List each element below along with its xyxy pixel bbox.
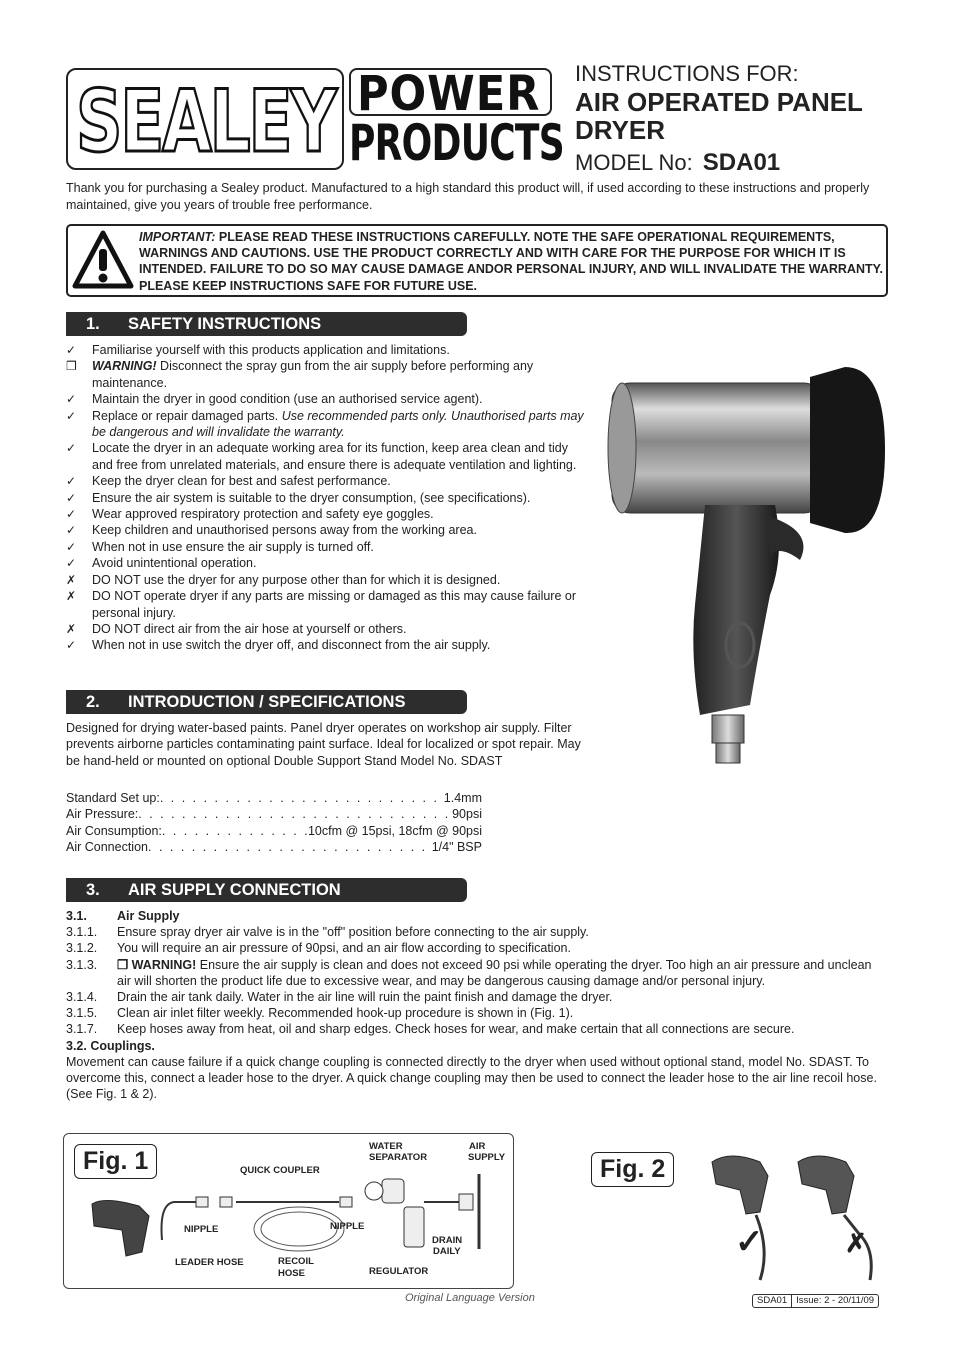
air-supply-item: 3.1.4. Drain the air tank daily. Water in the air line will ruin the paint finish and damage the dryer. bbox=[66, 990, 613, 1005]
label-air: AIR bbox=[469, 1141, 486, 1152]
spec-row: Standard Set up: . . . 1.4mm bbox=[66, 790, 482, 806]
bullet-mark: ✓ bbox=[66, 490, 77, 505]
warning-triangle-icon bbox=[72, 229, 134, 291]
label-daily: DAILY bbox=[433, 1246, 461, 1257]
safety-item: ✓ Avoid unintentional operation. bbox=[66, 556, 257, 571]
label-quick-coupler: QUICK COUPLER bbox=[240, 1165, 320, 1176]
panel-dryer-photo bbox=[600, 355, 890, 765]
label-nipple-2: NIPPLE bbox=[330, 1221, 365, 1232]
bullet-mark: ✓ bbox=[66, 556, 77, 571]
original-language-note: Original Language Version bbox=[405, 1292, 535, 1304]
label-water: WATER bbox=[369, 1141, 403, 1152]
label-hose: HOSE bbox=[278, 1268, 305, 1279]
spec-row: Air Connection . . . 1/4" BSP bbox=[66, 839, 482, 855]
sealey-logo: SEALEY bbox=[66, 68, 344, 170]
label-leader-hose: LEADER HOSE bbox=[175, 1257, 244, 1268]
label-recoil: RECOIL bbox=[278, 1256, 314, 1267]
spec-table bbox=[66, 790, 482, 856]
important-box bbox=[66, 224, 888, 297]
bullet-mark: ✓ bbox=[66, 441, 77, 456]
product-title-line1: AIR OPERATED PANEL bbox=[575, 87, 863, 117]
important-body: PLEASE READ THESE INSTRUCTIONS CAREFULLY. NOTE THE SAFE OPERATIONAL REQUIREMENTS, WARNINGS AND CAUTIONS. USE THE PRODUCT CORRECTLY AND WITH CARE FOR THE PURPOSE FOR WHICH IT IS INTENDED. FAILURE TO DO SO MAY CAUSE DAMAGE ANDOR PERSONAL INJURY, AND WILL INVALIDATE THE WARRANTY. PLEASE KEEP INSTRUCTIONS SAFE FOR FUTURE USE. bbox=[139, 230, 884, 293]
label-supply: SUPPLY bbox=[468, 1152, 506, 1163]
air-supply-items bbox=[66, 924, 886, 1037]
safety-item: ✓ Familiarise yourself with this products application and limitations. bbox=[66, 343, 450, 357]
footer-issue: Issue: 2 - 20/11/09 bbox=[791, 1295, 878, 1307]
label-separator: SEPARATOR bbox=[369, 1152, 428, 1163]
fig1-label: Fig. 1 bbox=[74, 1144, 157, 1179]
fig2-coupling-illustration bbox=[700, 1140, 900, 1290]
issue-box bbox=[752, 1294, 879, 1308]
bullet-mark: ✓ bbox=[66, 474, 77, 489]
bullet-mark: ✓ bbox=[66, 408, 77, 423]
safety-item: ✓ Ensure the air system is suitable to the dryer consumption, (see specifications). bbox=[66, 490, 531, 505]
important-text bbox=[139, 229, 884, 294]
safety-item: ✗ DO NOT operate dryer if any parts are missing or damaged as this may cause failure or personal injury. bbox=[66, 589, 577, 620]
safety-item: ✓ Locate the dryer in an adequate working area for its function, keep area clean and tidy and free from unrelated materials, and ensure there is adequate ventilation and lighting. bbox=[66, 441, 577, 472]
label-regulator: REGULATOR bbox=[369, 1266, 429, 1277]
footer-model: SDA01 bbox=[757, 1295, 788, 1306]
air-supply-item: 3.1.2. You will require an air pressure of 90psi, and an air flow according to specification. bbox=[66, 941, 571, 956]
safety-item: ✓ When not in use ensure the air supply is turned off. bbox=[66, 539, 374, 554]
product-title-line2: DRYER bbox=[575, 115, 666, 145]
bullet-mark: ✗ bbox=[66, 572, 77, 587]
safety-list bbox=[66, 342, 586, 654]
ok-mark: ✓ bbox=[735, 1223, 764, 1261]
bullet-mark: ✓ bbox=[66, 507, 77, 522]
sub-heading-couplings: 3.2. Couplings. bbox=[66, 1038, 155, 1053]
bullet-mark: ✓ bbox=[66, 343, 77, 357]
model-number: SDA01 bbox=[702, 149, 781, 176]
power-logo: POWER bbox=[349, 68, 552, 116]
title-block bbox=[575, 60, 905, 180]
air-supply-text bbox=[66, 908, 886, 1102]
safety-item: ✓ Maintain the dryer in good condition (use an authorised service agent). bbox=[66, 392, 483, 407]
bullet-mark: ✓ bbox=[66, 392, 77, 407]
label-nipple-1: NIPPLE bbox=[184, 1224, 219, 1235]
safety-item: ✗ DO NOT use the dryer for any purpose other than for which it is designed. bbox=[66, 572, 501, 587]
safety-item: ✓ Keep children and unauthorised persons away from the working area. bbox=[66, 523, 477, 538]
couplings-text: Movement can cause failure if a quick change coupling is connected directly to the dryer when used without optional stand, model No. SDAST. To overcome this, connect a leader hose to the dryer. A quick change coupling may then be used to connect the leader hose to the air line recoil hose. (See Fig. 1 & 2). bbox=[66, 1054, 877, 1102]
air-supply-item: 3.1.1. Ensure spray dryer air valve is in the "off" position before connecting to the air supply. bbox=[66, 925, 589, 940]
safety-item: ✓ When not in use switch the dryer off, and disconnect from the air supply. bbox=[66, 638, 491, 653]
safety-item: ❒ WARNING! Disconnect the spray gun from the air supply before performing any maintenance. bbox=[66, 359, 534, 390]
instructions-for: INSTRUCTIONS FOR: bbox=[575, 61, 799, 86]
bad-mark: ✗ bbox=[845, 1228, 867, 1258]
safety-item: ✗ DO NOT direct air from the air hose at yourself or others. bbox=[66, 621, 407, 636]
fig2-label: Fig. 2 bbox=[591, 1152, 674, 1187]
products-logo: PRODUCTS bbox=[349, 114, 564, 172]
model-label: MODEL No: bbox=[575, 150, 693, 175]
section-3-header: 3. AIR SUPPLY CONNECTION bbox=[66, 878, 467, 902]
spec-row: Air Pressure: . . . 90psi bbox=[66, 806, 482, 822]
air-supply-item: 3.1.3. ❒ WARNING! Ensure the air supply is clean and does not exceed 90 psi while operating the dryer. Too high an air pressure and unclean air will shorten the product life due to excessive wear, and may be dangerous causing damage and/or personal injury. bbox=[66, 957, 872, 988]
section-2-header: 2. INTRODUCTION / SPECIFICATIONS bbox=[66, 690, 467, 714]
bullet-mark: ✓ bbox=[66, 638, 77, 653]
sealey-power-products-logo bbox=[66, 66, 564, 172]
spec-description: Designed for drying water-based paints. Panel dryer operates on workshop air supply. Filter prevents airborne particles contaminating paint surface. Ideal for localized or spot repair. May be hand-held or mounted on optional Double Support Stand Model No. SDAST bbox=[66, 721, 581, 768]
intro-text: Thank you for purchasing a Sealey product. Manufactured to a high standard this product will, if used according to these instructions and properly maintained, give you years of trouble free performance. bbox=[66, 181, 870, 212]
air-supply-item: 3.1.7. Keep hoses away from heat, oil and sharp edges. Check hoses for wear, and make certain that all connections are secure. bbox=[66, 1022, 795, 1037]
model-line bbox=[575, 146, 905, 180]
bullet-mark: ✗ bbox=[66, 589, 77, 604]
label-drain: DRAIN bbox=[432, 1235, 463, 1246]
safety-item: ✓ Replace or repair damaged parts. Use recommended parts only. Unauthorised parts may be dangerous and will invalidate the warranty. bbox=[66, 408, 584, 440]
sub-heading-air-supply: 3.1. Air Supply bbox=[66, 909, 180, 923]
bullet-mark: ❒ bbox=[66, 359, 77, 374]
safety-item: ✓ Wear approved respiratory protection and safety eye goggles. bbox=[66, 507, 434, 522]
section-1-header: 1. SAFETY INSTRUCTIONS bbox=[66, 312, 467, 336]
important-label: IMPORTANT: bbox=[139, 230, 216, 244]
bullet-mark: ✗ bbox=[66, 621, 77, 636]
air-supply-item: 3.1.5. Clean air inlet filter weekly. Recommended hook-up procedure is shown in (Fig. 1). bbox=[66, 1006, 574, 1021]
figure-1 bbox=[63, 1133, 514, 1289]
safety-item: ✓ Keep the dryer clean for best and safest performance. bbox=[66, 474, 391, 489]
spec-row: Air Consumption: . . . 10cfm @ 15psi, 18cfm @ 90psi bbox=[66, 823, 482, 839]
bullet-mark: ✓ bbox=[66, 539, 77, 554]
bullet-mark: ✓ bbox=[66, 523, 77, 538]
